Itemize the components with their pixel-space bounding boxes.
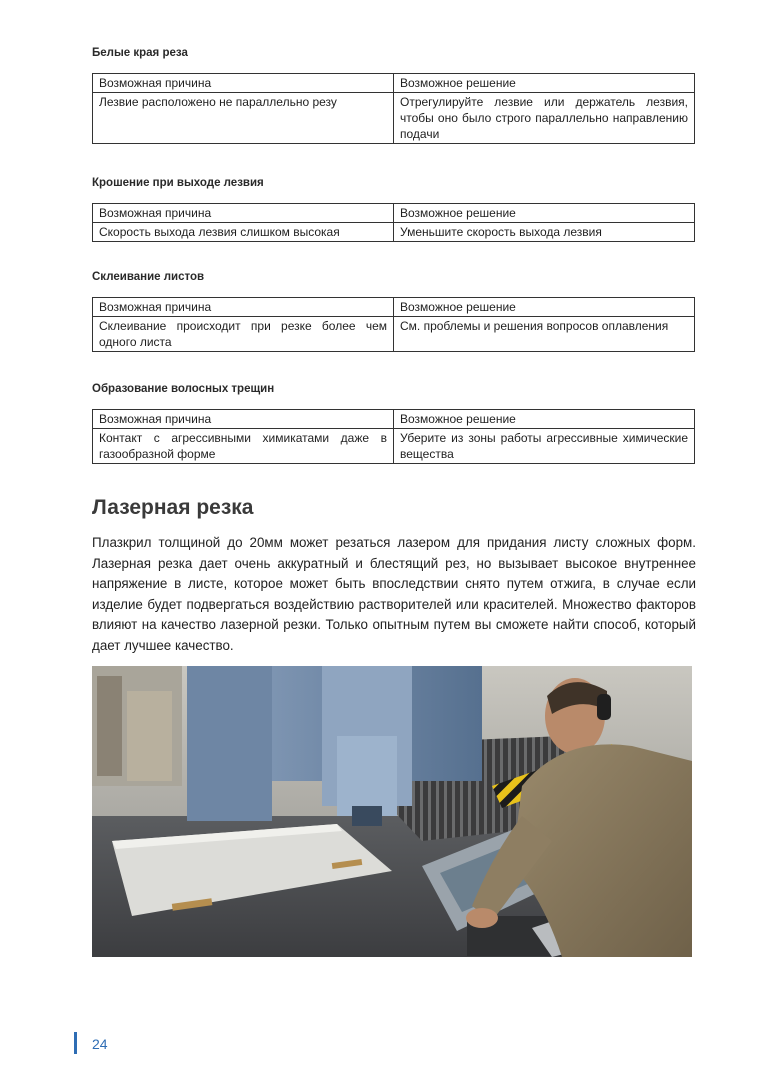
header-solution: Возможное решение bbox=[394, 410, 695, 429]
header-cause: Возможная причина bbox=[93, 410, 394, 429]
table-sticking bbox=[92, 297, 695, 352]
table-row bbox=[93, 223, 695, 242]
cause-cell: Склеивание происходит при резке более чем одного листа bbox=[93, 317, 394, 352]
section-title-hairline-cracks: Образование волосных трещин bbox=[92, 383, 275, 395]
table-row bbox=[93, 429, 695, 464]
table-chipping bbox=[92, 203, 695, 242]
laser-cutting-paragraph: Плазкрил толщиной до 20мм может резаться лазером для придания листу сложных форм. Лазерная резка дает очень аккуратный и блестящий рез, но вызывает высокое внутреннее напряжение в листе, которое может быть впоследствии снято путем отжига, в случае если изделие будет подвергаться воздействию растворителей или красителей. Множество факторов влияют на качество лазерной резки. Только опытным путем вы сможете найти способ, который дает лучшее качество. bbox=[92, 535, 696, 653]
table-hairline-cracks bbox=[92, 409, 695, 464]
table-header-row bbox=[93, 298, 695, 317]
header-solution: Возможное решение bbox=[394, 298, 695, 317]
page-number-bar bbox=[74, 1032, 77, 1054]
laser-cutting-heading: Лазерная резка bbox=[92, 496, 254, 519]
header-cause: Возможная причина bbox=[93, 74, 394, 93]
table-row bbox=[93, 93, 695, 144]
solution-cell: Отрегулируйте лезвие или держатель лезвия, чтобы оно было строго параллельно направлению подачи bbox=[394, 93, 695, 144]
section-title-sticking: Склеивание листов bbox=[92, 271, 205, 283]
header-cause: Возможная причина bbox=[93, 298, 394, 317]
solution-cell: Уменьшите скорость выхода лезвия bbox=[394, 223, 695, 242]
laser-machine-photo bbox=[92, 666, 692, 957]
header-solution: Возможное решение bbox=[394, 74, 695, 93]
solution-cell: См. проблемы и решения вопросов оплавления bbox=[394, 317, 695, 352]
table-row bbox=[93, 317, 695, 352]
table-header-row bbox=[93, 204, 695, 223]
solution-cell: Уберите из зоны работы агрессивные химические вещества bbox=[394, 429, 695, 464]
table-white-edges bbox=[92, 73, 695, 144]
header-cause: Возможная причина bbox=[93, 204, 394, 223]
table-header-row bbox=[93, 410, 695, 429]
cause-cell: Лезвие расположено не параллельно резу bbox=[93, 93, 394, 144]
header-solution: Возможное решение bbox=[394, 204, 695, 223]
section-title-white-edges: Белые края реза bbox=[92, 47, 188, 59]
cause-cell: Скорость выхода лезвия слишком высокая bbox=[93, 223, 394, 242]
page-number: 24 bbox=[92, 1036, 108, 1052]
cause-cell: Контакт с агрессивными химикатами даже в газообразной форме bbox=[93, 429, 394, 464]
section-title-chipping: Крошение при выходе лезвия bbox=[92, 177, 264, 189]
table-header-row bbox=[93, 74, 695, 93]
